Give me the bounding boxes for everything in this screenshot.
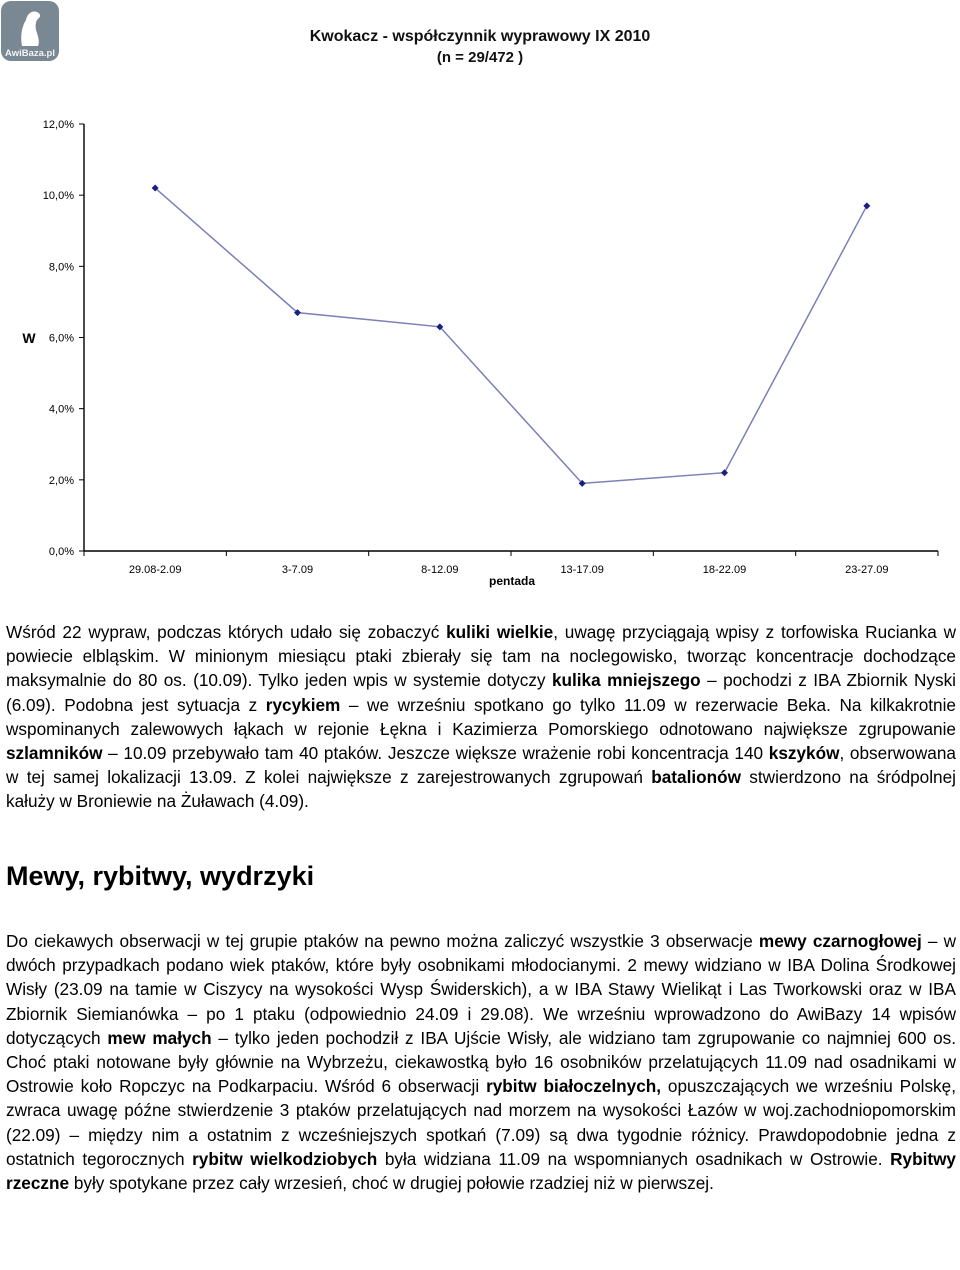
y-tick-label: 12,0% (42, 119, 74, 131)
y-tick-label: 2,0% (48, 474, 74, 487)
x-tick-label: 8-12.09 (421, 564, 459, 576)
bold-species-name: Rybitwy rzeczne (6, 1148, 956, 1194)
y-tick-label: 4,0% (48, 403, 74, 416)
x-tick-label: 13-17.09 (560, 564, 604, 576)
data-points (152, 185, 871, 487)
x-ticks (84, 551, 938, 576)
line-chart (0, 0, 960, 600)
paragraph-gulls-terns: Do ciekawych obserwacji w tej grupie ptaków na pewno można zaliczyć wszystkie 3 obserwacje mewy czarnogłowej – w dwóch przypadkach podano wiek ptaków, które były osobnikami młodocianymi. 2 mewy widziano w IBA Dolina Środkowej Wisły (23.09 na tamie w Ciszycy na wysokości Wysp Świderskich), a w IBA Stawy Wielikąt i Las Tworkowski oraz w IBA Zbiornik Siemianówka – po 1 ptaku (odpowiednio 24.09 i 29.08). We wrześniu wprowadzono do AwiBazy 14 wpisów dotyczących mew małych – tylko jeden pochodził z IBA Ujście Wisły, ale widziano tam zgrupowanie co najmniej 600 os. Choć ptaki notowane były głównie na Wybrzeżu, ciekawostką było 16 osobników przelatujących 11.09 nad osadnikami w Ostrowie koło Ropczyc na Podkarpaciu. Wśród 6 obserwacji rybitw białoczelnych, opuszczających we wrześniu Polskę, zwraca uwagę późne stwierdzenie 3 ptaków przelatujących nad morzem na wysokości Łazów w woj.zachodniopomorskim (22.09) – między nim a ostatnim z wcześniejszych spotkań (7.09) są dwa tygodnie różnicy. Prawdopodobnie jedna z ostatnich tegorocznych rybitw wielkodziobych była widziana 11.09 na wspomnianych osadnikach w Ostrowie. Rybitwy rzeczne były spotykane przez cały wrzesień, choć w drugiej połowie rzadziej niż w pierwszej. (6, 931, 957, 1194)
x-axis-label: pentada (488, 574, 536, 588)
bold-species-name: mewy czarnogłowej (758, 931, 922, 951)
bold-species-name: szlamników (6, 743, 103, 764)
y-tick-label: 10,0% (42, 190, 74, 203)
bold-species-name: rycykiem (265, 694, 341, 715)
bold-species-name: kszyków (768, 743, 840, 764)
y-ticks (43, 119, 84, 558)
y-tick-label: 8,0% (48, 261, 74, 274)
bold-species-name: batalionów (651, 767, 741, 788)
x-tick-label: 29.08-2.09 (128, 564, 182, 576)
x-tick-label: 3-7.09 (281, 564, 314, 576)
data-point-marker (863, 202, 870, 209)
logo-text: AwiBaza.pl (5, 48, 55, 59)
chart-title: Kwokacz - współczynnik wyprawowy IX 2010 (309, 28, 651, 45)
bold-species-name: kuliki wielkie (446, 622, 554, 642)
bold-species-name: rybitw wielkodziobych (192, 1148, 378, 1169)
data-point-marker (721, 469, 728, 476)
x-tick-label: 18-22.09 (702, 564, 747, 576)
chart-subtitle: (n = 29/472 ) (436, 49, 524, 66)
bold-species-name: kulika mniejszego (551, 670, 701, 691)
y-axis-label: W (22, 330, 36, 346)
paragraph-waders: Wśród 22 wypraw, podczas których udało się zobaczyć kuliki wielkie, uwagę przyciągają wpisy z torfowiska Rucianka w powiecie elbląskim. W minionym miesiącu ptaki zbierały się tam na noclegowisko, tworząc koncentracje dochodzące maksymalnie do 80 os. (10.09). Tylko jeden wpis w systemie dotyczy kulika mniejszego – pochodzi z IBA Zbiornik Nyski (6.09). Podobna jest sytuacja z rycykiem – we wrześniu spotkano go tylko 11.09 w rezerwacie Beka. Na kilkakrotnie wspominanych zalewowych łąkach w rejonie Łękna i Kazimierza Pomorskiego odnotowano największe zgrupowanie szlamników – 10.09 przebywało tam 40 ptaków. Jeszcze większe wrażenie robi koncentracja 140 kszyków, obserwowana w tej samej lokalizacji 13.09. Z kolei największe z zarejestrowanych zgrupowań batalionów stwierdzono na śródpolnej kałuży w Broniewie na Żuławach (4.09). (6, 622, 956, 812)
bold-species-name: rybitw białoczelnych, (486, 1076, 662, 1097)
x-tick-label: 23-27.09 (845, 564, 889, 576)
section-heading: Mewy, rybitwy, wydrzyki (6, 861, 315, 891)
series-line (155, 188, 867, 483)
bold-species-name: mew małych (107, 1027, 212, 1048)
y-tick-label: 6,0% (48, 332, 74, 345)
y-tick-label: 0,0% (48, 546, 74, 558)
